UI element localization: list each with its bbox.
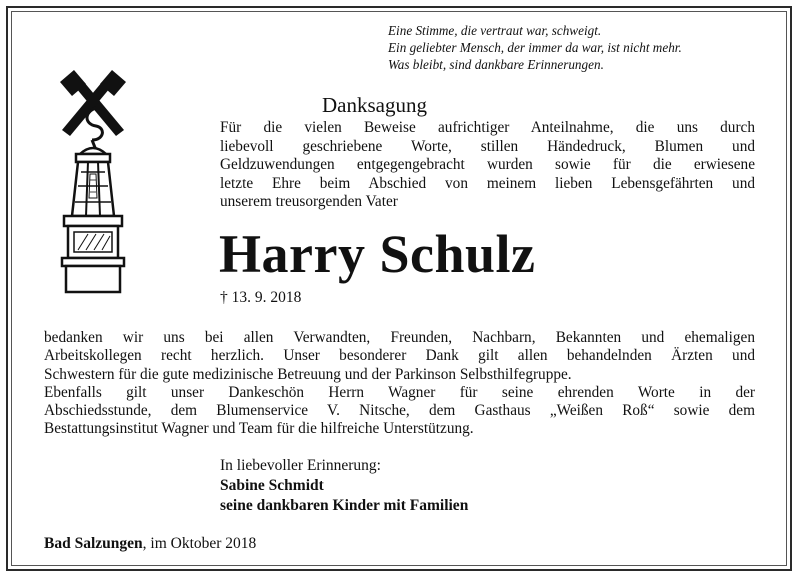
deceased-name: Harry Schulz (219, 224, 536, 284)
body-line: Bestattungsinstitut Wagner und Team für die hilfreiche Unterstützung. (44, 420, 474, 438)
body-line: Schwestern für die gute medizinische Betreuung und der Parkinson Selbsthilfegruppe. (44, 365, 572, 383)
quote-line: Ein geliebter Mensch, der immer da war, ist nicht mehr. (388, 40, 682, 55)
miners-hammer-and-pick-with-lamp-icon (52, 68, 134, 298)
signature-block (220, 456, 468, 516)
signature-name: Sabine Schmidt (220, 477, 324, 494)
place-town: Bad Salzungen (44, 535, 143, 552)
memorial-quote (388, 22, 768, 73)
quote-line: Was bleibt, sind dankbare Erinnerungen. (388, 57, 604, 72)
intro-line: letzte Ehre beim Abschied von meinem lieben Lebensgefährten und (220, 174, 755, 192)
intro-line: Für die vielen Beweise aufrichtiger Anteilnahme, die uns durch (220, 119, 755, 136)
body-line: Ebenfalls gilt unser Dankeschön Herrn Wagner für seine ehrenden Worte in der (44, 383, 755, 401)
intro-line: Geldzuwendungen entgegengebracht wurden sowie für die erwiesene (220, 156, 755, 173)
intro-line: liebevoll geschriebene Worte, stillen Händedruck, Blumen und (220, 137, 755, 155)
quote-line: Eine Stimme, die vertraut war, schweigt. (388, 23, 602, 38)
signature-family: seine dankbaren Kinder mit Familien (220, 497, 469, 514)
place-date: , im Oktober 2018 (142, 535, 257, 552)
intro-line: unserem treusorgenden Vater (220, 193, 398, 210)
body-line: Abschiedsstunde, dem Blumenservice V. Nitsche, dem Gasthaus „Weißen Roß“ sowie dem (44, 402, 755, 420)
signature-intro: In liebevoller Erinnerung: (220, 457, 381, 474)
page-title: Danksagung (322, 93, 427, 117)
intro-paragraph (220, 119, 755, 212)
thanks-paragraph (44, 329, 755, 439)
place-and-date (44, 534, 256, 554)
body-line: bedanken wir uns bei allen Verwandten, Freunden, Nachbarn, Bekannten und ehemaligen (44, 329, 755, 346)
body-line: Arbeitskollegen recht herzlich. Unser besonderer Dank gilt allen behandelnden Ärzten und (44, 347, 755, 365)
death-date: † 13. 9. 2018 (220, 289, 302, 306)
